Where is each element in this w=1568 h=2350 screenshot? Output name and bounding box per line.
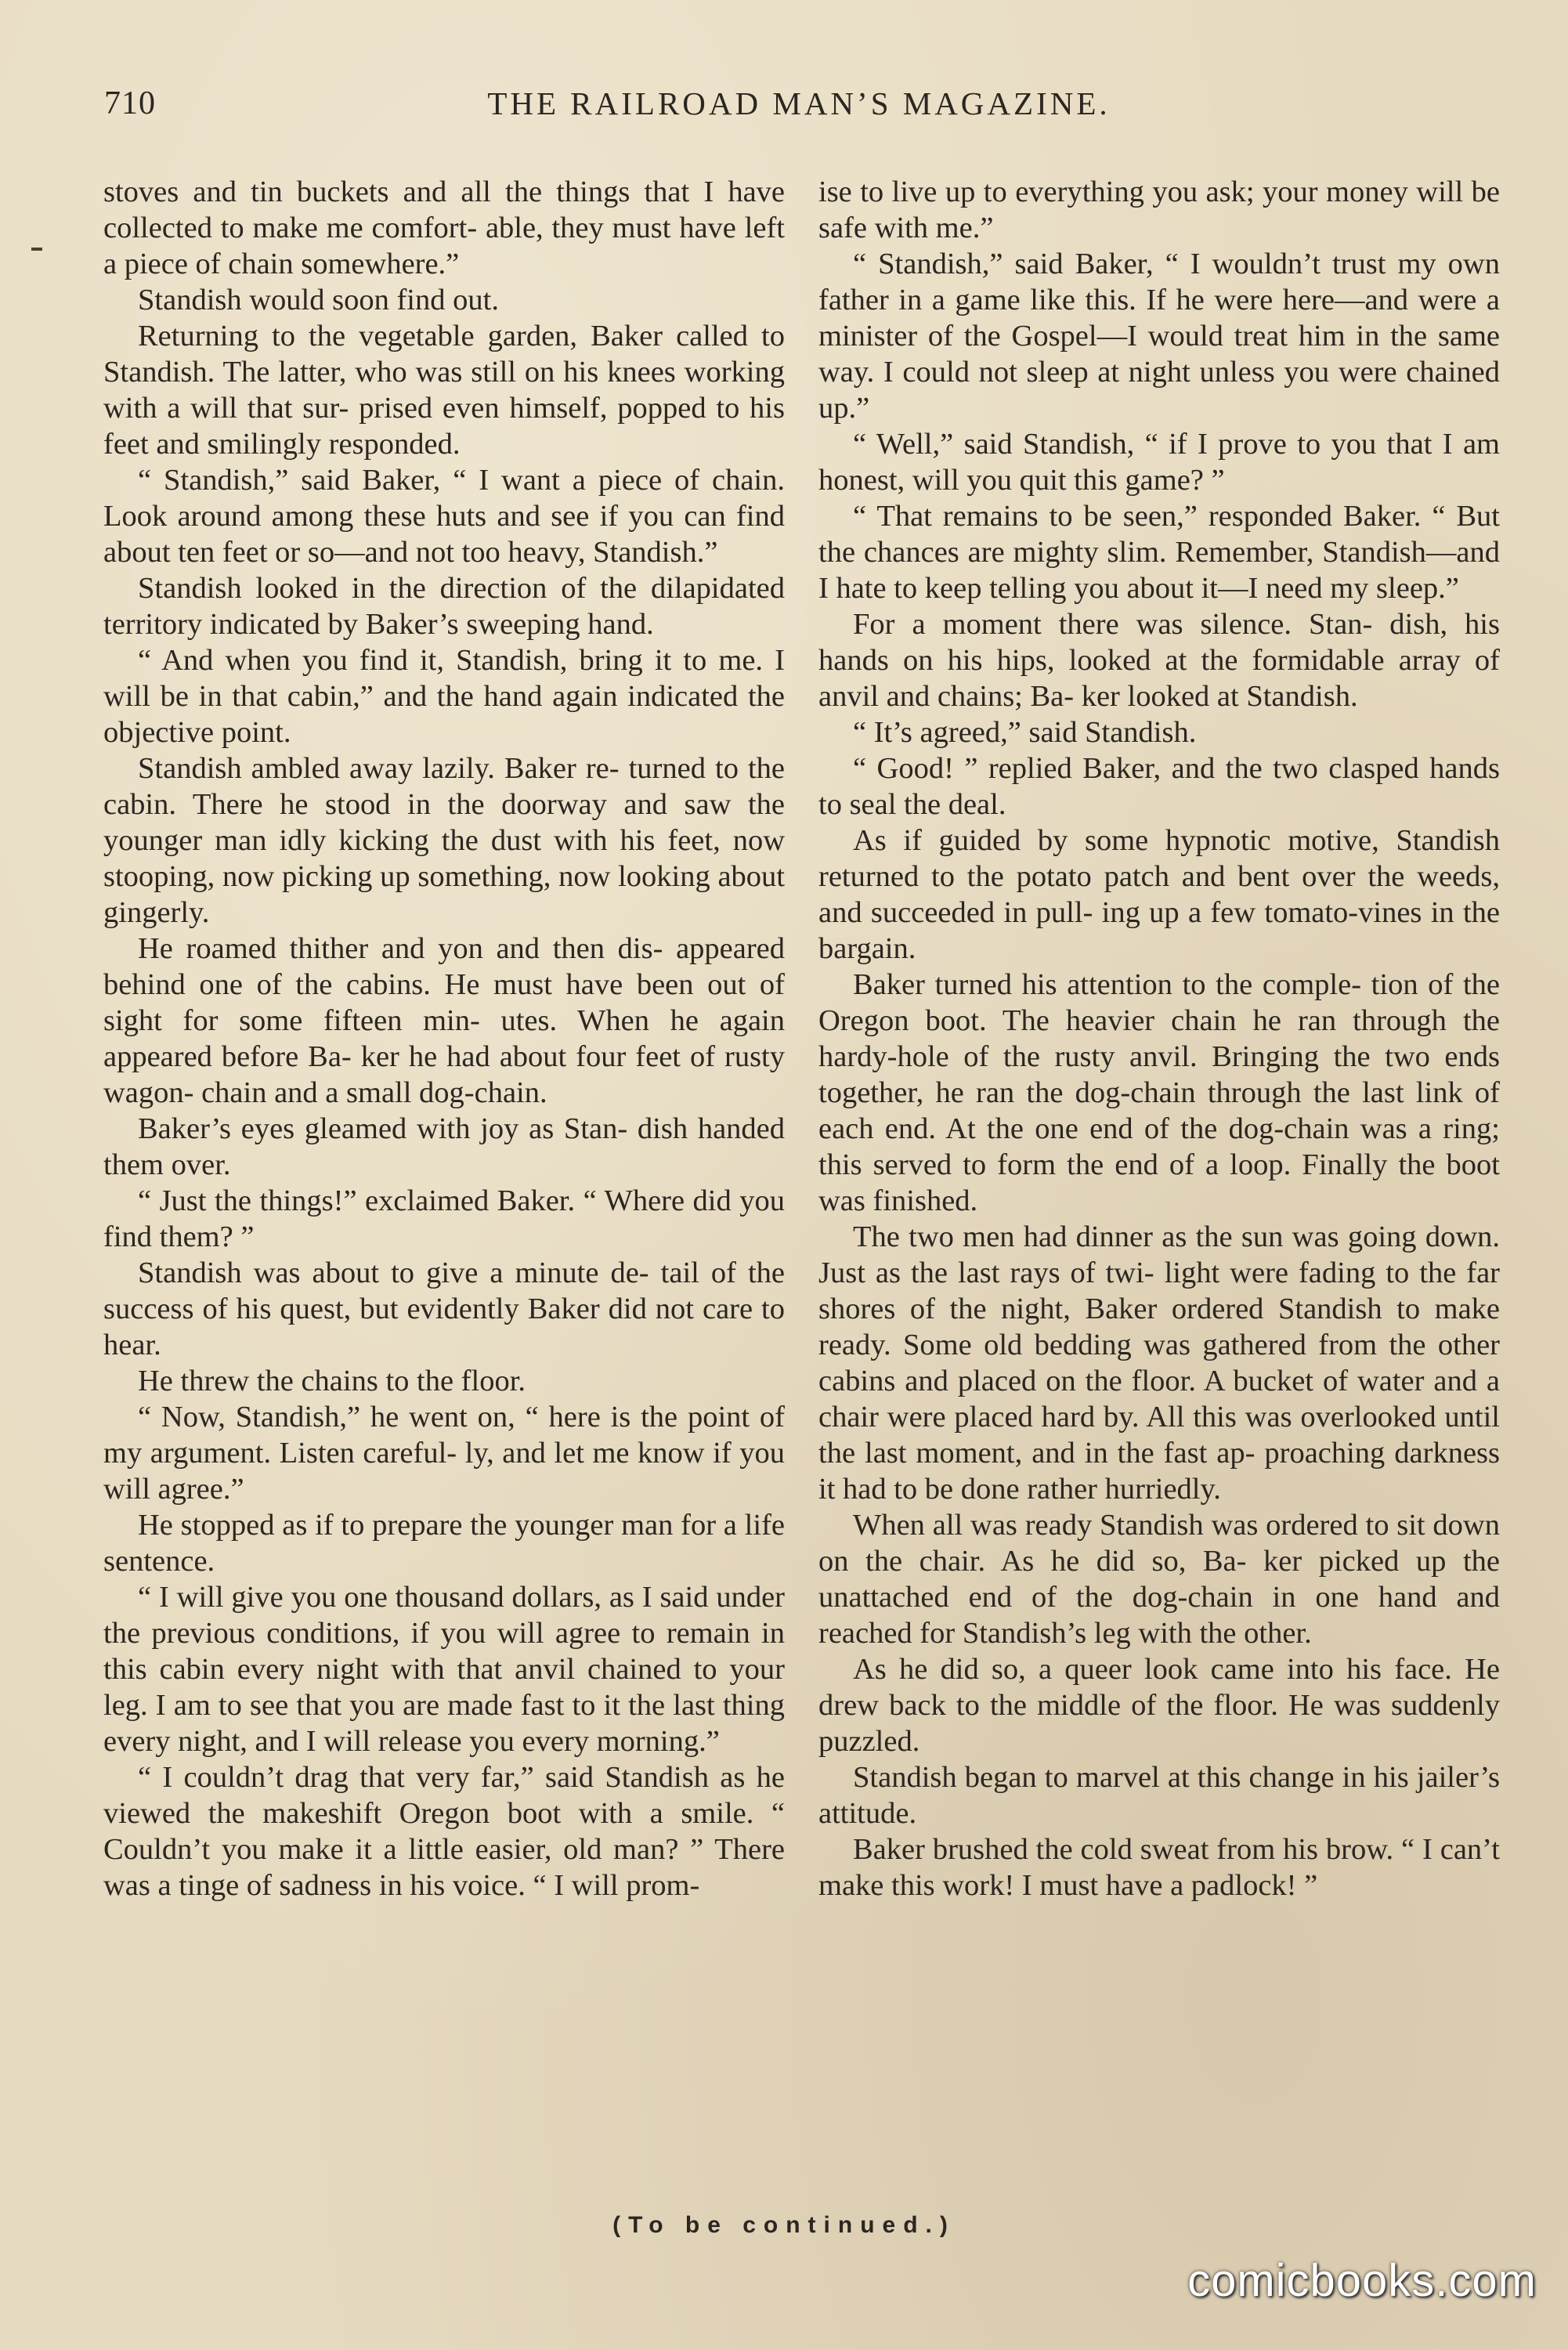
left-column xyxy=(103,174,785,1904)
page-header xyxy=(98,85,1500,132)
page-number: 710 xyxy=(104,85,156,121)
paragraph: “ Now, Standish,” he went on, “ here is the point of my argument. Listen careful- ly, and let me know if you will agree.” xyxy=(103,1401,785,1506)
paragraph: ise to live up to everything you ask; your money will be safe with me.” xyxy=(818,175,1500,244)
paragraph: As if guided by some hypnotic motive, Standish returned to the potato patch and bent over the weeds, and succeeded in pull- ing up a few tomato-vines in the bargain. xyxy=(818,824,1500,965)
paragraph: Baker turned his attention to the comple- tion of the Oregon boot. The heavier chain he ran through the hardy-hole of the rusty anvil. Bringing the two ends together, he ran the dog-chain through the last link of each end. At the one end of the dog-chain was a ring; this served to form the end of a loop. Finally the boot was finished. xyxy=(818,968,1500,1217)
paragraph: Returning to the vegetable garden, Baker called to Standish. The latter, who was still on his knees working with a will that sur- prised even himself, popped to his feet and smilingly responded. xyxy=(103,320,785,461)
paragraph: The two men had dinner as the sun was going down. Just as the last rays of twi- light were fading to the far shores of the night, Baker ordered Standish to make ready. Some old bedding was gathered from the other cabins and placed on the floor. A bucket of water and a chair were placed hard by. All this was overlooked until the last moment, and in the fast ap- proaching darkness it had to be done rather hurriedly. xyxy=(818,1220,1500,1506)
paragraph: “ And when you find it, Standish, bring it to me. I will be in that cabin,” and the hand again indicated the objective point. xyxy=(103,644,785,749)
to-be-continued: (To be continued.) xyxy=(612,2212,956,2238)
paragraph: Standish ambled away lazily. Baker re- turned to the cabin. There he stood in the doorway and saw the younger man idly kicking the dust with his feet, now stooping, now picking up something, now looking about gingerly. xyxy=(103,752,785,929)
paragraph: As he did so, a queer look came into his face. He drew back to the middle of the floor. He was suddenly puzzled. xyxy=(818,1653,1500,1758)
paragraph: “ Standish,” said Baker, “ I want a piece of chain. Look around among these huts and see if you can find about ten feet or so—and not too heavy, Standish.” xyxy=(103,464,785,569)
paragraph: “ Well,” said Standish, “ if I prove to you that I am honest, will you quit this game? ” xyxy=(818,428,1500,497)
paragraph: For a moment there was silence. Stan- dish, his hands on his hips, looked at the formidable array of anvil and chains; Ba- ker looked at Standish. xyxy=(818,608,1500,713)
paragraph: “ That remains to be seen,” responded Baker. “ But the chances are mighty slim. Remember, Standish—and I hate to keep telling you about it—I need my sleep.” xyxy=(818,500,1500,605)
paragraph: When all was ready Standish was ordered to sit down on the chair. As he did so, Ba- ker picked up the unattached end of the dog-chain in one hand and reached for Standish’s leg with the other. xyxy=(818,1509,1500,1650)
right-column xyxy=(818,174,1500,1904)
paragraph: stoves and tin buckets and all the things that I have collected to make me comfort- able, they must have left a piece of chain somewhere.” xyxy=(103,175,785,280)
paragraph: Standish would soon find out. xyxy=(138,284,499,316)
paragraph: “ I will give you one thousand dollars, as I said under the previous conditions, if you will agree to remain in this cabin every night with that anvil chained to your leg. I am to see that you are made fast to it the last thing every night, and I will release you every morning.” xyxy=(103,1581,785,1758)
paragraph: “ Standish,” said Baker, “ I wouldn’t trust my own father in a game like this. If he were here—and were a minister of the Gospel—I would treat him in the same way. I could not sleep at night unless you were chained up.” xyxy=(818,248,1500,425)
running-title: THE RAILROAD MAN’S MAGAZINE. xyxy=(487,85,1111,121)
paragraph: “ I couldn’t drag that very far,” said Standish as he viewed the makeshift Oregon boot with a smile. “ Couldn’t you make it a little easier, old man? ” There was a tinge of sadness in his voice. “ I will prom- xyxy=(103,1761,785,1902)
paragraph: Standish began to marvel at this change in his jailer’s attitude. xyxy=(818,1761,1500,1830)
paragraph: “ It’s agreed,” said Standish. xyxy=(853,716,1197,749)
paragraph: Baker’s eyes gleamed with joy as Stan- dish handed them over. xyxy=(103,1112,785,1181)
paragraph: “ Good! ” replied Baker, and the two clasped hands to seal the deal. xyxy=(818,752,1500,821)
paragraph: He roamed thither and yon and then dis- appeared behind one of the cabins. He must have been out of sight for some fifteen min- utes. When he again appeared before Ba- ker he had about four feet of rusty wagon- chain and a small dog-chain. xyxy=(103,932,785,1109)
paragraph: “ Just the things!” exclaimed Baker. “ Where did you find them? ” xyxy=(103,1184,785,1253)
watermark-text: comicbooks.com xyxy=(1187,2255,1537,2306)
paragraph: Standish looked in the direction of the dilapidated territory indicated by Baker’s sweeping hand. xyxy=(103,572,785,641)
paragraph: He stopped as if to prepare the younger man for a life sentence. xyxy=(103,1509,785,1578)
paragraph: Standish was about to give a minute de- tail of the success of his quest, but evidently Baker did not care to hear. xyxy=(103,1256,785,1361)
paragraph: Baker brushed the cold sweat from his brow. “ I can’t make this work! I must have a padlock! ” xyxy=(818,1833,1500,1902)
margin-mark xyxy=(31,248,42,251)
paragraph: He threw the chains to the floor. xyxy=(138,1365,526,1397)
